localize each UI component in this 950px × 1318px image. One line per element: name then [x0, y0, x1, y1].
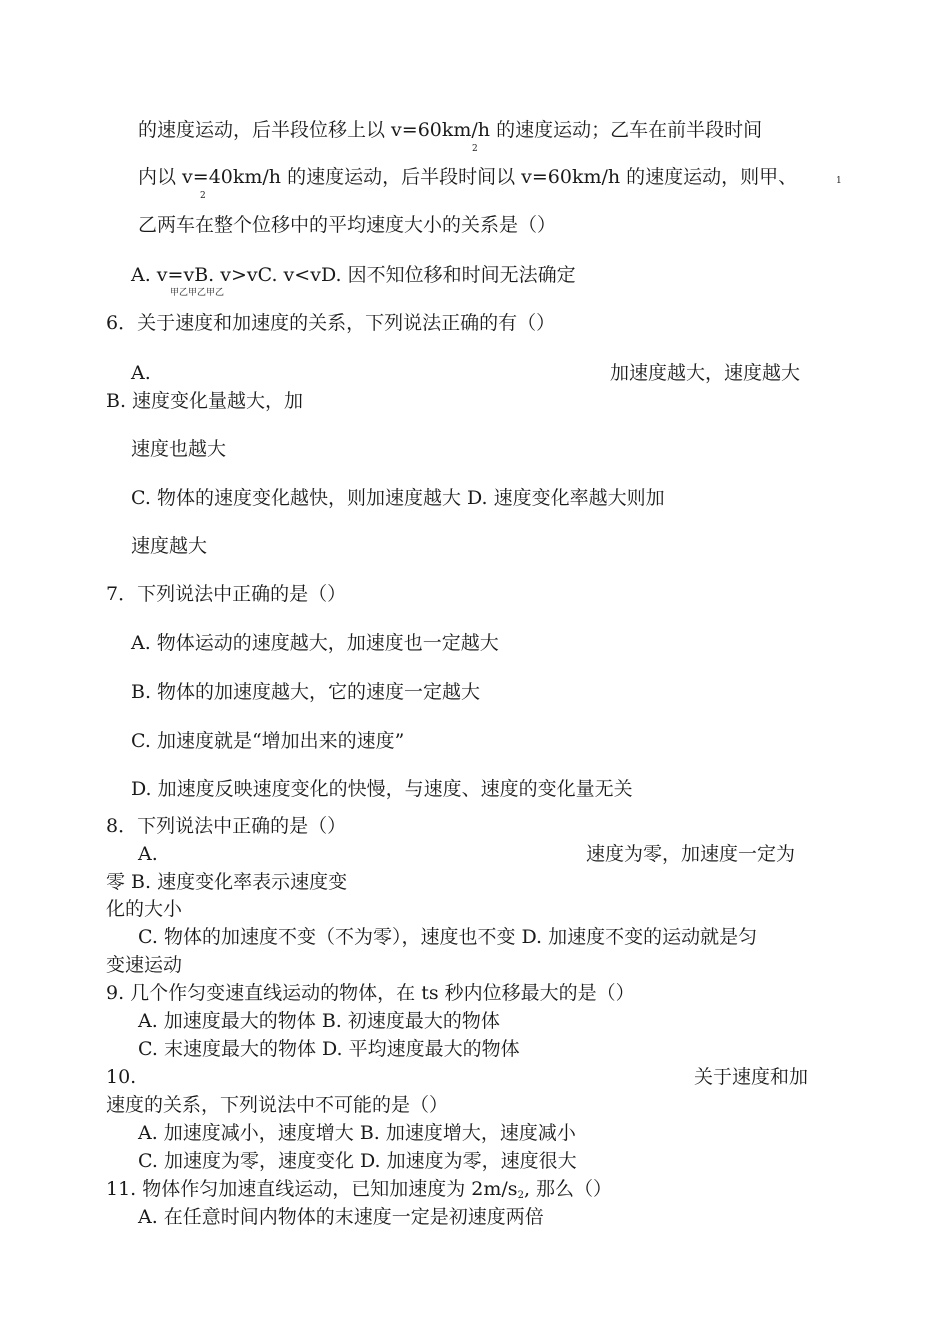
q9-options-cd: C. 末速度最大的物体 D. 平均速度最大的物体 [138, 1038, 520, 1060]
q6-stem: 6．关于速度和加速度的关系，下列说法正确的有（） [106, 312, 556, 334]
q5-line-1-subscript: 2 [472, 144, 478, 154]
q11-stem-text: 11. 物体作匀加速直线运动，已知加速度为 2m/s [106, 1178, 518, 1200]
q8-line-4: C. 物体的加速度不变（不为零），速度也不变 D. 加速度不变的运动就是匀 [138, 926, 758, 948]
q8-line-2: 零 B. 速度变化率表示速度变 [106, 871, 348, 893]
q10-options-cd: C. 加速度为零，速度变化 D. 加速度为零，速度很大 [138, 1150, 577, 1172]
q7-option-d: D. 加速度反映速度变化的快慢，与速度、速度的变化量无关 [131, 778, 633, 800]
q6-option-cd-line-1: C. 物体的速度变化越快，则加速度越大 D. 速度变化率越大则加 [131, 487, 665, 509]
q11-option-a: A. 在任意时间内物体的末速度一定是初速度两倍 [138, 1206, 544, 1228]
q11-stem [106, 1178, 612, 1207]
q10-options-ab: A. 加速度减小，速度增大 B. 加速度增大，速度减小 [138, 1122, 576, 1144]
q5-line-2-subscript-right: 1 [836, 176, 842, 186]
q7-option-c: C. 加速度就是“增加出来的速度” [131, 730, 405, 752]
q7-option-a: A. 物体运动的速度越大，加速度也一定越大 [131, 632, 499, 654]
q11-stem-subscript: 2 [517, 1190, 524, 1201]
q10-number: 10. [106, 1066, 137, 1088]
q5-options-subscripts: 甲乙甲乙甲乙 [170, 288, 225, 298]
q6-option-cd-line-2: 速度越大 [131, 535, 208, 557]
q5-line-2-subscript: 2 [200, 191, 206, 201]
q11-stem-end: , 那么（） [523, 1178, 613, 1200]
q6-option-a-label: A. [131, 362, 151, 384]
q5-line-2: 内以 v=40km/h 的速度运动，后半段时间以 v=60km/h 的速度运动，则甲、 [138, 166, 798, 188]
q6-option-b-line-2: 速度也越大 [131, 438, 227, 460]
q9-options-ab: A. 加速度最大的物体 B. 初速度最大的物体 [138, 1010, 500, 1032]
q8-line-3: 化的大小 [106, 898, 183, 920]
q8-option-a-label: A. [138, 843, 158, 865]
q10-stem-right: 关于速度和加 [694, 1066, 809, 1088]
q6-option-b-line-1: B. 速度变化量越大，加 [106, 390, 304, 412]
q5-options: A. v=vB. v>vC. v<vD. 因不知位移和时间无法确定 [131, 264, 576, 286]
q8-option-a-text: 速度为零，加速度一定为 [586, 843, 796, 865]
q7-option-b: B. 物体的加速度越大，它的速度一定越大 [131, 681, 481, 703]
q7-stem: 7．下列说法中正确的是（） [106, 583, 347, 605]
q8-line-5: 变速运动 [106, 954, 183, 976]
q9-stem: 9. 几个作匀变速直线运动的物体，在 ts 秒内位移最大的是（） [106, 982, 635, 1004]
q8-stem: 8．下列说法中正确的是（） [106, 815, 347, 837]
q5-line-3: 乙两车在整个位移中的平均速度大小的关系是（） [138, 214, 557, 236]
q5-line-1: 的速度运动，后半段位移上以 v=60km/h 的速度运动；乙车在前半段时间 [138, 119, 763, 141]
q10-line-2: 速度的关系，下列说法中不可能的是（） [106, 1094, 449, 1116]
q6-option-a-text: 加速度越大，速度越大 [610, 362, 801, 384]
